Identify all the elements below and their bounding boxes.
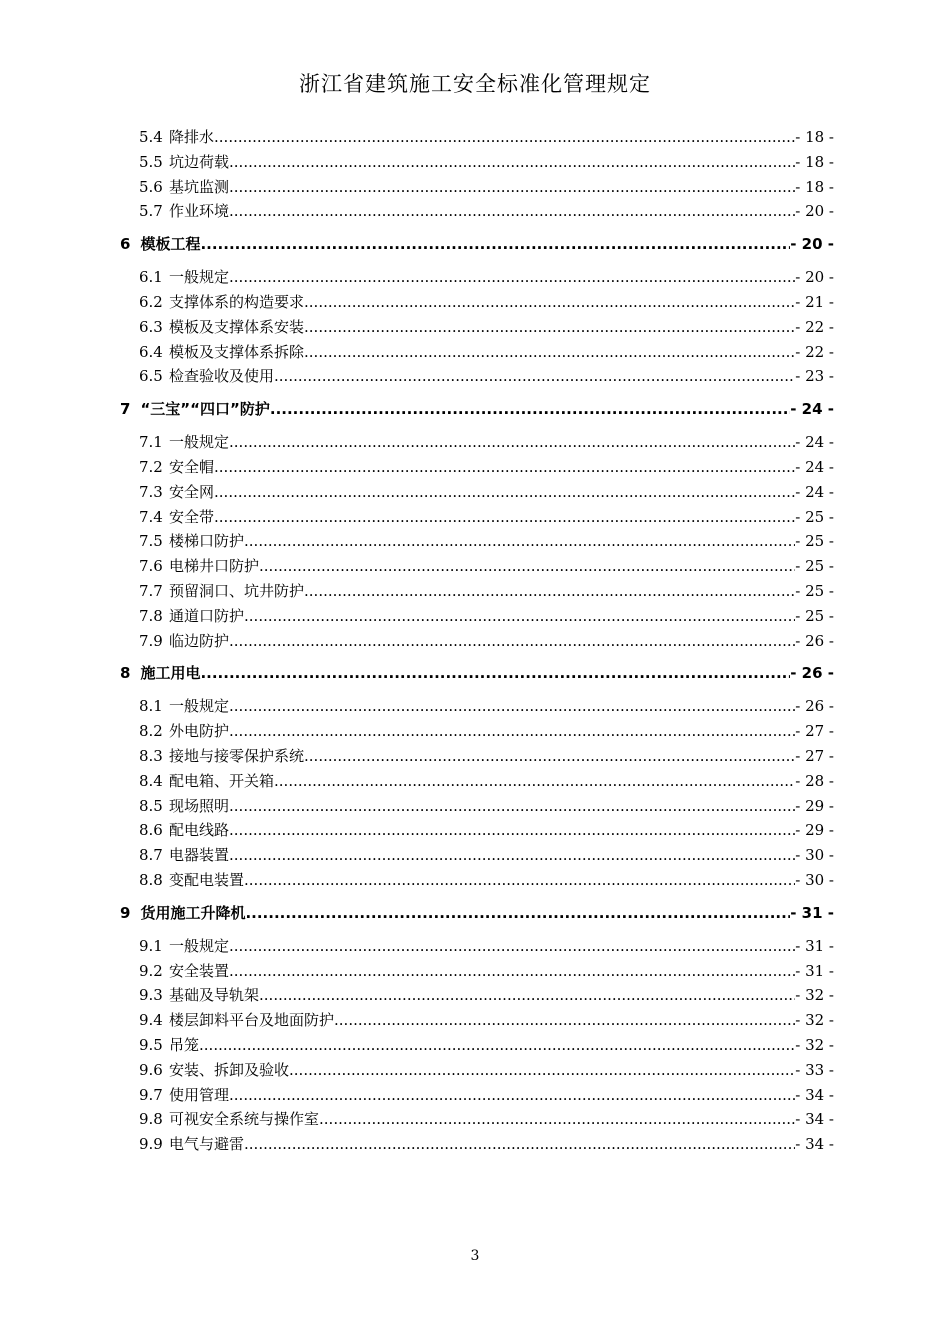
toc-section-entry[interactable] [120,430,834,455]
toc-entry-title: 临边防护 [169,631,230,650]
dot-leader [214,125,795,150]
toc-entry-number: 8.2 [139,722,163,741]
toc-entry-number: 8.8 [139,870,163,889]
toc-entry-page: - 25 - [795,532,834,551]
toc-entry-number: 5.5 [139,152,163,171]
dot-leader [244,868,795,893]
toc-entry-page: - 30 - [795,846,834,865]
toc-entry-number: 9.5 [139,1035,163,1054]
toc-entry-page: - 34 - [795,1110,834,1129]
dot-leader [229,430,795,455]
toc-entry-page: - 32 - [795,1011,834,1030]
toc-entry-page: - 29 - [795,796,834,815]
dot-leader [244,529,795,554]
toc-entry-page: - 20 - [795,202,834,221]
toc-entry-page: - 18 - [795,152,834,171]
toc-entry-number: 8.3 [139,746,163,765]
toc-entry-title: 模板及支撑体系拆除 [169,342,305,361]
toc-entry-title: 安全网 [169,482,215,501]
dot-leader [245,899,790,927]
dot-leader [229,150,795,175]
toc-entry-page: - 33 - [795,1060,834,1079]
toc-entry-number: 8 [120,664,131,683]
toc-entry-number: 9.4 [139,1011,163,1030]
toc-entry-number: 8.6 [139,821,163,840]
toc-entry-page: - 31 - [795,936,834,955]
toc-section-entry[interactable] [120,843,834,868]
toc-section-entry[interactable] [120,604,834,629]
dot-leader [229,629,795,654]
toc-entry-page: - 31 - [790,903,834,922]
toc-section-entry[interactable] [120,455,834,480]
toc-entry-title: 基坑监测 [169,177,230,196]
toc-section-entry[interactable] [120,1132,834,1157]
toc-entry-title: 电器装置 [169,846,230,865]
toc-section-entry[interactable] [120,505,834,530]
toc-entry-page: - 27 - [795,746,834,765]
toc-entry-page: - 25 - [795,606,834,625]
toc-entry-title: 安全带 [169,507,215,526]
toc-entry-page: - 24 - [790,400,834,419]
toc-entry-page: - 34 - [795,1085,834,1104]
toc-section-entry[interactable] [120,959,834,984]
toc-entry-number: 9.6 [139,1060,163,1079]
dot-leader [304,744,795,769]
toc-entry-title: 支撑体系的构造要求 [169,292,305,311]
toc-chapter-entry[interactable] [120,899,834,927]
toc-section-entry[interactable] [120,818,834,843]
toc-entry-number: 7.6 [139,557,163,576]
toc-entry-page: - 26 - [795,697,834,716]
dot-leader [334,1008,795,1033]
toc-entry-page: - 26 - [790,664,834,683]
toc-entry-title: 吊笼 [169,1035,200,1054]
toc-section-entry[interactable] [120,265,834,290]
toc-entry-title: 作业环境 [169,202,230,221]
toc-entry-number: 8.5 [139,796,163,815]
toc-section-entry[interactable] [120,529,834,554]
toc-entry-title: 楼梯口防护 [169,532,245,551]
dot-leader [199,1033,795,1058]
toc-section-entry[interactable] [120,480,834,505]
toc-section-entry[interactable] [120,579,834,604]
toc-section-entry[interactable] [120,769,834,794]
toc-entry-title: 模板工程 [140,235,201,254]
dot-leader [304,579,795,604]
toc-entry-title: 一般规定 [169,697,230,716]
toc-entry-number: 7.9 [139,631,163,650]
toc-entry-title: 配电箱、开关箱 [169,771,275,790]
toc-entry-title: 预留洞口、坑井防护 [169,581,305,600]
toc-entry-number: 6.5 [139,367,163,386]
toc-section-entry[interactable] [120,199,834,224]
toc-entry-page: - 22 - [795,342,834,361]
toc-entry-title: 基础及导轨架 [169,986,260,1005]
toc-entry-number: 9.3 [139,986,163,1005]
dot-leader [200,659,790,687]
toc-entry-title: 电气与避雷 [169,1135,245,1154]
toc-entry-page: - 18 - [795,177,834,196]
dot-leader [270,395,790,423]
toc-entry-page: - 23 - [795,367,834,386]
toc-entry-page: - 25 - [795,557,834,576]
toc-section-entry[interactable] [120,340,834,365]
toc-entry-number: 8.4 [139,771,163,790]
dot-leader [259,554,795,579]
toc-entry-title: 一般规定 [169,433,230,452]
toc-entry-title: 接地与接零保护系统 [169,746,305,765]
toc-entry-page: - 25 - [795,507,834,526]
toc-entry-page: - 18 - [795,128,834,146]
toc-entry-page: - 31 - [795,961,834,980]
toc-entry-number: 6.2 [139,292,163,311]
toc-section-entry[interactable] [120,1083,834,1108]
toc-entry-number: 7.1 [139,433,163,452]
dot-leader [259,983,795,1008]
toc-entry-title: 可视安全系统与操作室 [169,1110,320,1129]
toc-entry-page: - 30 - [795,870,834,889]
page-title: 浙江省建筑施工安全标准化管理规定 [299,72,651,96]
dot-leader [214,480,795,505]
toc-entry-page: - 32 - [795,986,834,1005]
dot-leader [214,505,795,530]
toc-entry-title: 模板及支撑体系安装 [169,317,305,336]
toc-entry-page: - 20 - [795,268,834,287]
toc-entry-title: 降排水 [169,128,215,146]
dot-leader [304,290,795,315]
toc-entry-number: 7 [120,400,131,419]
toc-entry-number: 5.7 [139,202,163,221]
toc-section-entry[interactable] [120,150,834,175]
dot-leader [244,1132,795,1157]
dot-leader [274,769,795,794]
toc-entry-number: 7.4 [139,507,163,526]
dot-leader [229,818,795,843]
toc-entry-number: 9.9 [139,1135,163,1154]
toc-entry-title: 一般规定 [169,936,230,955]
toc-entry-page: - 22 - [795,317,834,336]
toc-entry-number: 9.7 [139,1085,163,1104]
dot-leader [229,694,795,719]
toc-chapter-entry[interactable] [120,230,834,258]
toc-section-entry[interactable] [120,1107,834,1132]
dot-leader [229,959,795,984]
toc-entry-title: 变配电装置 [169,870,245,889]
toc-entry-title: 安全装置 [169,961,230,980]
dot-leader [304,340,795,365]
toc-entry-title: 安全帽 [169,457,215,476]
toc-entry-page: - 24 - [795,482,834,501]
toc-entry-page: - 29 - [795,821,834,840]
toc-section-entry[interactable] [120,934,834,959]
toc-entry-page: - 20 - [790,235,834,254]
dot-leader [229,175,795,200]
toc-entry-page: - 32 - [795,1035,834,1054]
toc-section-entry[interactable] [120,364,834,389]
toc-entry-title: “三宝”“四口”防护 [140,400,270,419]
toc-entry-number: 7.2 [139,457,163,476]
toc-section-entry[interactable] [120,719,834,744]
toc-entry-title: 使用管理 [169,1085,230,1104]
toc-entry-page: - 24 - [795,433,834,452]
toc-entry-page: - 26 - [795,631,834,650]
toc-section-entry[interactable] [120,868,834,893]
toc-entry-number: 7.7 [139,581,163,600]
toc-section-entry[interactable] [120,694,834,719]
toc-section-entry[interactable] [120,983,834,1008]
dot-leader [229,794,795,819]
toc-section-entry[interactable] [120,175,834,200]
toc-section-entry[interactable] [120,1033,834,1058]
toc-entry-number: 6.3 [139,317,163,336]
toc-entry-title: 楼层卸料平台及地面防护 [169,1011,335,1030]
toc-entry-number: 6 [120,235,131,254]
toc-section-entry[interactable] [120,315,834,340]
dot-leader [229,199,795,224]
toc-entry-title: 施工用电 [140,664,201,683]
toc-entry-number: 5.4 [139,128,163,146]
toc-section-entry[interactable] [120,125,834,150]
toc-section-entry[interactable] [120,744,834,769]
toc-chapter-entry[interactable] [120,395,834,423]
table-of-contents [120,125,834,1157]
toc-section-entry[interactable] [120,629,834,654]
toc-section-entry[interactable] [120,1058,834,1083]
toc-entry-title: 配电线路 [169,821,230,840]
dot-leader [319,1107,795,1132]
toc-entry-title: 现场照明 [169,796,230,815]
toc-entry-page: - 21 - [795,292,834,311]
toc-entry-number: 7.8 [139,606,163,625]
toc-entry-number: 7.5 [139,532,163,551]
toc-entry-title: 通道口防护 [169,606,245,625]
toc-entry-title: 安装、拆卸及验收 [169,1060,290,1079]
toc-entry-number: 6.4 [139,342,163,361]
dot-leader [229,719,795,744]
dot-leader [244,604,795,629]
toc-section-entry[interactable] [120,290,834,315]
toc-entry-number: 7.3 [139,482,163,501]
dot-leader [229,843,795,868]
dot-leader [229,265,795,290]
toc-entry-number: 6.1 [139,268,163,287]
toc-entry-number: 8.7 [139,846,163,865]
toc-section-entry[interactable] [120,554,834,579]
toc-entry-number: 9.2 [139,961,163,980]
dot-leader [289,1058,795,1083]
toc-entry-page: - 28 - [795,771,834,790]
dot-leader [200,230,790,258]
dot-leader [214,455,795,480]
toc-entry-page: - 25 - [795,581,834,600]
toc-entry-page: - 27 - [795,722,834,741]
toc-entry-title: 货用施工升降机 [140,903,246,922]
toc-entry-title: 电梯井口防护 [169,557,260,576]
toc-section-entry[interactable] [120,794,834,819]
toc-entry-title: 一般规定 [169,268,230,287]
page-number: 3 [470,1248,480,1264]
toc-section-entry[interactable] [120,1008,834,1033]
dot-leader [229,1083,795,1108]
toc-entry-title: 外电防护 [169,722,230,741]
toc-entry-page: - 34 - [795,1135,834,1154]
dot-leader [304,315,795,340]
toc-chapter-entry[interactable] [120,659,834,687]
dot-leader [229,934,795,959]
toc-entry-number: 9 [120,903,131,922]
toc-entry-number: 9.8 [139,1110,163,1129]
toc-entry-number: 9.1 [139,936,163,955]
toc-entry-number: 8.1 [139,697,163,716]
toc-entry-page: - 24 - [795,457,834,476]
toc-entry-title: 检查验收及使用 [169,367,275,386]
toc-entry-title: 坑边荷载 [169,152,230,171]
toc-entry-number: 5.6 [139,177,163,196]
dot-leader [274,364,795,389]
